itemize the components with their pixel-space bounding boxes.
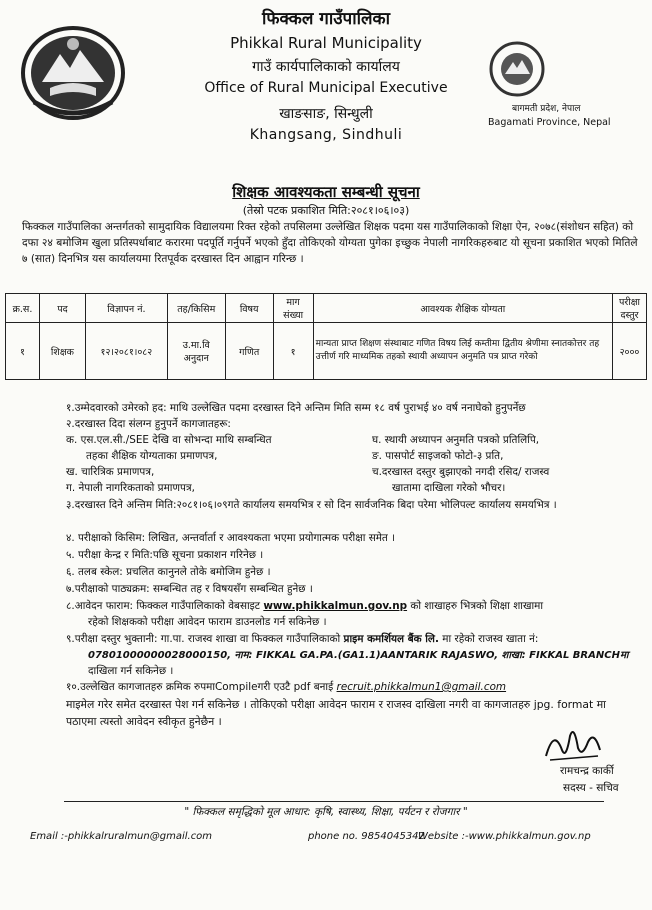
footer-slogan: " फिक्कल समृद्धिको मूल आधार: कृषि, स्वास्थ्य, शिक्षा, पर्यटन र रोजगार " [184,806,468,818]
point-1-age-limit: १.उम्मेदवारको उमेरको हद: माथि उल्लेखित पदमा दरखास्त दिने अन्तिम मिति सम्म १८ वर्ष पुराभई ४० वर्ष ननाघेको हुनुपर्नेछ [66,402,526,414]
header-sn: क्र.स. [6,294,40,323]
point-8-text-b: को शाखाहरु भित्रको शिक्षा शाखामा [410,600,544,612]
header-level: तह/किसिम [167,294,225,323]
header-subject: विषय [225,294,273,323]
cell-fee: २००० [612,323,646,380]
cell-post: शिक्षक [39,323,85,380]
point-10-submission [66,680,506,695]
municipality-seal-icon [486,40,548,98]
address-english: Khangsang, Sindhuli [249,127,403,143]
point-3-deadline: ३.दरखास्त दिने अन्तिम मिति:२०८१।०६।०९गते कार्यालय समयभित्र र सो दिन सार्वजनिक बिदा परेमा भोलिपल्ट कार्यालय समयभित्र । [66,499,557,511]
header-qualification: आवश्यक शैक्षिक योग्यता [313,294,612,323]
point-8-application [66,599,543,614]
footer-website[interactable]: Website :-www.phikkalmun.gov.np [418,831,591,842]
point-9-text-d: दाखिला गर्न सकिनेछ । [88,665,174,677]
header-demand: माग संख्या [273,294,313,323]
cell-demand: १ [273,323,313,380]
header-adv-no: विज्ञापन नं. [85,294,167,323]
cell-level: उ.मा.वि अनुदान [167,323,225,380]
point-10-text-b: माइमेल गरेर समेत दरखास्त पेश गर्न सकिनेछ । तोकिएको परीक्षा आवेदन फाराम र राजस्व दाखिला नगरी वा कागजातहरु jpg. format मा पठाएमा त्यस्तो आवेदन स्वीकृत हुनेछैन । [66,698,606,728]
notice-intro: फिक्कल गाउँपालिका अन्तर्गतको सामुदायिक विद्यालयमा रिक्त रहेको तपसिलमा उल्लेखित शिक्षक पदमा यस गाउँपालिकाको शिक्षा ऐन, २०७८(संशोधन सहित) को दफा २४ बमोजिम खुला प्रतिस्पर्धाबाट करारमा पदपूर्ति गर्नुपर्ने भएको हुँदा तोकिएको योग्यता पुगेका इच्छुक नेपाली नागरिकहरुबाट यो सूचना प्रकाशित भएको मितिले ७ (सात) दिनभित्र यस कार्यालयमा रितपूर्वक दरखास्त दिन आह्वान गरिन्छ । [22,221,638,265]
office-name-nepali: गाउँ कार्यपालिकाको कार्यालय [252,59,400,75]
doc-ga: ग. नेपाली नागरिकताको प्रमाणपत्र, [66,482,195,494]
notice-title: शिक्षक आवश्यकता सम्बन्धी सूचना [232,183,420,201]
point-5-exam-centre: ५. परीक्षा केन्द्र र मिति:पछि सूचना प्रकाशन गरिनेछ । [66,549,264,561]
cell-sn: १ [6,323,40,380]
doc-cha-cont: खातामा दाखिला गरेको भौचर। [392,482,506,494]
signer-name: रामचन्द्र कार्की [560,765,614,777]
bank-name: प्राइम कमर्शियल बैंक लि. [343,633,439,645]
table-header-row [6,294,647,323]
doc-ka-cont: तहका शैक्षिक योग्यताका प्रमाणपत्र, [86,450,218,462]
footer-divider [64,801,604,802]
table-row [6,323,647,380]
signature-icon [540,720,604,766]
point-7-syllabus: ७.परीक्षाको पाठ्यक्रम: सम्बन्धित तह र विषयसँग सम्बन्धित हुनेछ । [66,583,313,595]
header-fee: परीक्षा दस्तुर [612,294,646,323]
point-2-documents: २.दरखास्त दिदा संलग्न हुनुपर्ने कागजातहरू: [66,418,231,430]
header-post: पद [39,294,85,323]
point-6-salary: ६. तलब स्केल: प्रचलित कानुनले तोके बमोजिम हुनेछ । [66,566,271,578]
footer-phone: phone no. 9854045342 [308,831,425,842]
point-8-text-c: रहेको शिक्षकको परीक्षा आवेदन फाराम डाउनलोड गर्न सकिनेछ । [88,616,327,628]
point-4-exam-type: ४. परीक्षाको किसिम: लिखित, अन्तर्वार्ता र आवश्यकता भएमा प्रयोगात्मक परीक्षा समेत । [66,532,396,544]
municipality-name-english: Phikkal Rural Municipality [230,34,422,52]
seal-caption-nepali: बागमती प्रदेश, नेपाल [512,104,581,114]
cell-subject: गणित [225,323,273,380]
point-9-payment [66,632,538,647]
point-9-text-a: ९.परीक्षा दस्तुर भुक्तानी: गा.पा. राजस्व शाखा वा फिक्कल गाउँपालिकाको [66,633,341,645]
doc-cha: च.दरखास्त दस्तुर बुझाएको नगदी रसिद/ राजस्व [372,466,550,478]
cell-adv-no: १२।२०८१।०८२ [85,323,167,380]
recruit-email-link[interactable]: recruit.phikkalmun1@gmail.com [336,681,507,693]
doc-gha: घ. स्थायी अध्यापन अनुमति पत्रको प्रतिलिपि, [372,434,540,446]
footer-email[interactable]: Email :-phikkalruralmun@gmail.com [30,831,213,842]
notice-subtitle: (तेस्रो पटक प्रकाशित मिति:२०८१।०६।०३) [242,204,410,217]
signer-role: सदस्य - सचिव [563,782,619,794]
address-nepali: खाङसाङ, सिन्धुली [279,106,373,122]
doc-nga: ङ. पासपोर्ट साइजको फोटो-३ प्रति, [372,450,504,462]
point-10-text-a: १०.उल्लेखित कागजातहरु क्रमिक रुपमाCompileगरी एउटै pdf बनाई [66,681,334,693]
municipality-name-nepali: फिक्कल गाउँपालिका [261,9,390,29]
doc-ka: क. एस.एल.सी./SEE देखि वा सोभन्दा माथि सम्बन्धित [66,434,272,446]
point-8-text-a: ८.आवेदन फाराम: फिक्कल गाउँपालिकाको वेबसाइट [66,600,261,612]
vacancy-table [5,293,647,380]
point-9-account: 07801000000028000150, नाम: FIKKAL GA.PA.(GA1.1)AANTARIK RAJASWO, शाखा: FIKKAL BRANCHमा [88,650,629,661]
office-name-english: Office of Rural Municipal Executive [204,80,448,96]
cell-qualification: मान्यता प्राप्त शिक्षण संस्थाबाट गणित विषय लिई कम्तीमा द्वितीय श्रेणीमा स्नातकोत्तर तह उत्तीर्ण गरि माध्यमिक तहको स्थायी अध्यापन अनुमति पत्र प्राप्त गरेको [313,323,612,380]
seal-caption-english: Bagamati Province, Nepal [488,117,611,128]
website-link[interactable]: www.phikkalmun.gov.np [263,600,408,612]
doc-kha: ख. चारित्रिक प्रमाणपत्र, [66,466,155,478]
point-9-text-b: मा रहेको राजस्व खाता नं: [442,633,539,645]
